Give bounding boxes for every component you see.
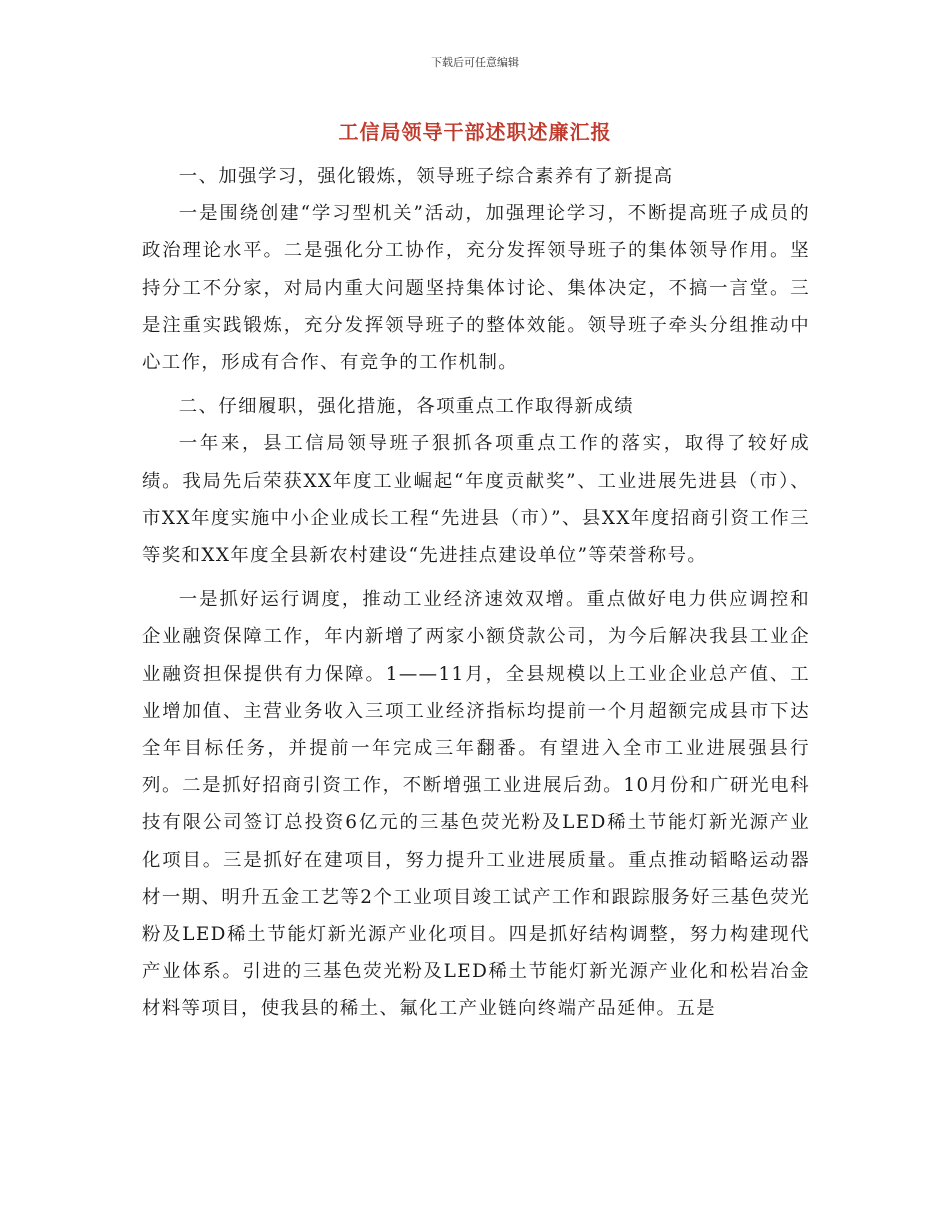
section-heading-1: 一、加强学习，强化锻炼，领导班子综合素养有了新提高 bbox=[178, 166, 674, 187]
paragraph-2: 一年来，县工信局领导班子狠抓各项重点工作的落实，取得了较好成绩。我局先后荣获XX年度工业崛起“年度贡献奖”、工业进展先进县（市）、市XX年度实施中小企业成长工程“先进县（市）”、县XX年度招商引资工作三等奖和XX年度全县新农村建设“先进挂点建设单位”等荣誉称号。 bbox=[142, 433, 810, 567]
document-body bbox=[142, 158, 810, 1028]
section-heading-2: 二、仔细履职，强化措施，各项重点工作取得新成绩 bbox=[178, 396, 634, 418]
document-title: 工信局领导干部述职述廉汇报 bbox=[338, 120, 612, 144]
paragraph-3: 一是抓好运行调度，推动工业经济速效双增。重点做好电力供应调控和企业融资保障工作，年内新增了两家小额贷款公司，为今后解决我县工业企业融资担保提供有力保障。1——11月，全县规模以上工业企业总产值、工业增加值、主营业务收入三项工业经济指标均提前一个月超额完成县市下达全年目标任务，并提前一年完成三年翻番。有望进入全市工业进展强县行列。二是抓好招商引资工作，不断增强工业进展后劲。10月份和广研光电科技有限公司签订总投资6亿元的三基色荧光粉及LED稀土节能灯新光源产业化项目。三是抓好在建项目，努力提升工业进展质量。重点推动韬略运动器材一期、明升五金工艺等2个工业项目竣工试产工作和跟踪服务好三基色荧光粉及LED稀土节能灯新光源产业化项目。四是抓好结构调整，努力构建现代产业体系。引进的三基色荧光粉及LED稀土节能灯新光源产业化和松岩冶金材料等项目，使我县的稀土、氟化工产业链向终端产品延伸。五是 bbox=[142, 589, 810, 1020]
paragraph-1: 一是围绕创建“学习型机关”活动，加强理论学习，不断提高班子成员的政治理论水平。二是强化分工协作，充分发挥领导班子的集体领导作用。坚持分工不分家，对局内重大问题坚持集体讨论、集体决定，不搞一言堂。三是注重实践锻炼，充分发挥领导班子的整体效能。领导班子牵头分组推动中心工作，形成有合作、有竞争的工作机制。 bbox=[142, 203, 810, 374]
page-header: 下载后可任意编辑 bbox=[431, 56, 519, 69]
